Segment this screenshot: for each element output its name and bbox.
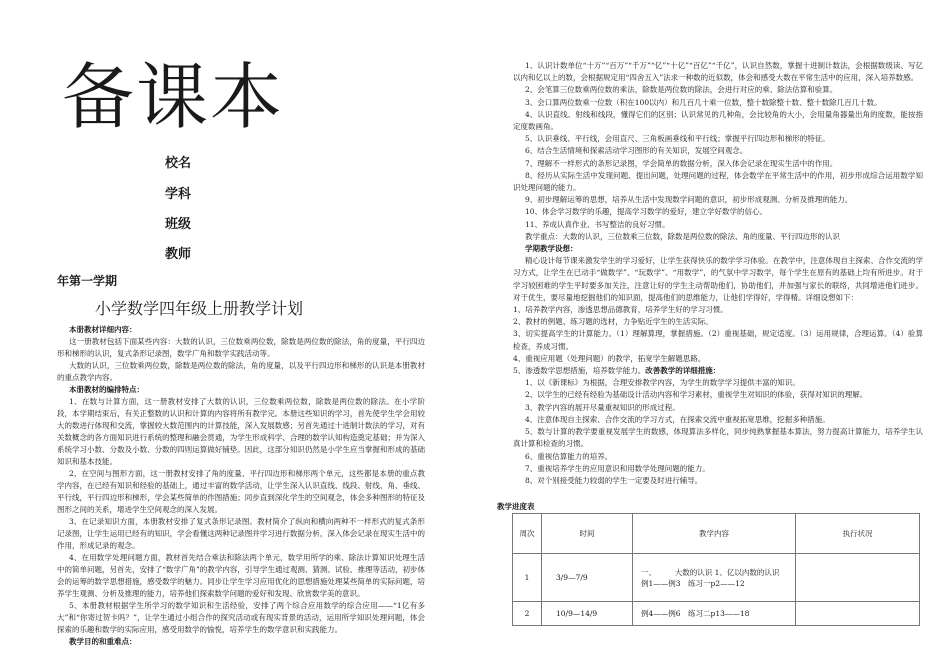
cell-time: 3/9—7/9 (542, 554, 633, 602)
measure-item: 1、培养教学内容，渗透思想品德教育，培养学生好的学习习惯。 (513, 305, 728, 315)
step-item: 8、对个别接受能力较弱的学生一定要及时进行辅导。 (525, 475, 703, 485)
measure-item: 3、切实提高学生的计算能力。（1）理解算理，掌握措施。（2）重视基础，规定适度。（3）运用规律，合理运算。（4）验算检查，养成习惯。 (513, 329, 923, 351)
subject-label: 学科 (165, 187, 192, 202)
goal-item: 6、结合生活情境和探索活动学习图形的有关知识，发展空间观念。 (525, 146, 748, 156)
section-heading: 本册教材的编排特点： (69, 385, 144, 394)
section-heading: 本册教材详细内容： (69, 325, 137, 334)
cell-status (796, 602, 920, 626)
paragraph: 4、在用数学处理问题方面，教材首先结合乘法和除法两个单元，数学用所学的乘、除法计算知识处理生活中的简单问题，另首先，安排了“数学广角”的教学内容，引导学生通过观测、猜测、试验、推理等活动，初步体会的运筹的数学思想措施，感受数学的魅力。同步让学生学习应用优化的思想措施处理某些简单的实际问题，培养学生观测、分析及推理的能力，培养他们探索数学问题的爱好和发现、欣赏数学美的意识。 (57, 553, 425, 598)
goal-item: 11、养成认真作业、书写整洁的良好习惯。 (525, 219, 670, 229)
step-item: 2、以学生的已经有经验为基础设计活动内容和学习素材，重视学生对知识的体验，获得对知识的理解。 (525, 390, 868, 400)
measure-item: 4、重视应用题（处理问题）的教学，拓宽学生解题思路。 (513, 353, 706, 363)
cell-content-line: 例1——例3 练习一p2——12 (641, 578, 745, 588)
right-body (513, 60, 923, 487)
paragraph: 1、在数与计算方面，这一册教材安排了大数的认识，三位数乘两位数，除数是两位数的除法。在小学阶段，本学期结束后，有关正整数的认识和计算的内容将所有教学完。本册这些知识的学习，首先使学生学会用较大的数进行体现和交流，掌握较大数范围内的计算技能，深入发展数感；另首先通过十进制计数法的学习，对有关数概念的各方面知识进行系统的整理和融会贯通，为学生形成科学、合理的数学认知构造奠定基础；并为深入系统学习小数、分数及小数、分数的四则运算做好铺垫。因此，这部分知识仍然是小学生应当掌握和形成的基础知识和基本技能。 (57, 397, 425, 466)
paragraph: 大数的认识，三位数乘两位数，除数是两位数的除法，角的度量，以及平行四边形和梯形的认识是本册教材的重点教学内容。 (57, 361, 425, 382)
table-row (513, 602, 920, 626)
paragraph: 3、在记录知识方面，本册教材安排了复式条形记录图。教材简介了纵向和横向两种不一样形式的复式条形记录图，让学生运用已经有的知识，学会看懂这两种记录图并学习进行数据分析，深入体会记录在现实生活中的作用，形成记录的观念。 (57, 517, 425, 550)
paragraph: 精心设计每节课来激发学生的学习爱好，让学生获得快乐的数学学习体验。在教学中，注意体现自主探索、合作交流的学习方式，让学生在已动手“做数学”、“玩数学”、“用数学”，的气氛中学习数学，每个学生在原有的基础上均有所进步。对于学习较困难的学生平时要多加关注，注意让好的学生主动帮助他们，协助他们，并加强与家长的联络，共同增进他们进步。对于优生，要尽量地挖掘他们的知识面，提高他们的思维能力，让他们学得好，学得精。详细设想如下： (513, 256, 923, 302)
left-body (57, 324, 425, 648)
cell-content (633, 554, 796, 602)
plan-title: 小学数学四年级上册教学计划 (95, 299, 304, 318)
goal-item: 7、理解不一样形式的条形记录图，学会简单的数据分析，深入体会记录在现实生活中的作用。 (525, 158, 838, 168)
schedule-title: 教学进度表 (497, 502, 535, 511)
col-time: 时间 (542, 514, 633, 554)
step-item: 6、重视估算能力的培养。 (525, 451, 613, 461)
goal-item: 8、经历从实际生活中发现问题、提出问题，处理问题的过程，体会数学在平常生活中的作用，初步形成综合运用数学知识处理问题的能力。 (513, 170, 923, 193)
section-heading: 学期教学设想： (525, 244, 578, 254)
table-row (513, 554, 920, 602)
cell-week: 1 (513, 554, 542, 602)
cell-time: 10/9—14/9 (542, 602, 633, 626)
goal-item: 2、会笔算三位数乘两位数的乘法，除数是两位数的除法，会进行对应的乘、除法估算和验算。 (525, 85, 838, 95)
goal-item: 3、会口算两位数乘一位数（积在100以内）和几百几十乘一位数，整十数除整十数、整十数除几百几十数。 (525, 97, 882, 107)
key-points: 教学重点：大数的认识，三位数乘三位数，除数是两位数的除法、角的度量、平行四边形的认识 (525, 231, 840, 241)
goal-item: 10、体会学习数学的乐趣，提高学习数学的爱好，建立学好数学的信心。 (525, 207, 768, 217)
goal-item: 9、初步理解运筹的思想，培养从生活中发现数学问题的意识，初步形成观测、分析及推理的能力。 (525, 195, 853, 205)
table-header-row (513, 514, 920, 554)
measure-item (513, 365, 923, 377)
step-item: 3、教学内容的展开尽量重视知识的形成过程。 (525, 402, 680, 412)
col-content: 教学内容 (633, 514, 796, 554)
cell-content-line: 一、 大数的认识 1、亿以内数的认识 (641, 567, 780, 577)
col-status: 执行状况 (796, 514, 920, 554)
semester-label: 年第一学期 (57, 274, 118, 288)
step-item: 1、以《新课标》为根据，合理安排教学内容，为学生的数学学习提供丰富的知识。 (525, 378, 800, 388)
measure-subheading: 改善教学的详细措施： (645, 366, 721, 376)
section-heading: 教学目的和重难点： (69, 637, 137, 646)
school-label: 校名 (165, 156, 192, 171)
step-item: 5、数与计算的教学要重视发展学生的数感，体现算法多样化，同步纯熟掌握基本算法，努力提高计算能力，培养学生认真计算和检查的习惯。 (513, 427, 923, 449)
cover-title: 备课本 (62, 55, 285, 139)
col-week: 周次 (513, 514, 542, 554)
cell-week: 2 (513, 602, 542, 626)
paragraph: 2、在空间与图形方面，这一册教材安排了角的度量、平行四边形和梯形两个单元，这些都是本册的重点教学内容，在已经有知识和经验的基础上，通过丰富的数学活动，让学生深入认识直线、线段、射线、角、垂线、平行线，平行四边形和梯形，学会某些简单的作图措施；同步直到深化学生的空间观念，体会多种图形的特征及图形之间的关系，增进学生空间观念的深入发展。 (57, 469, 425, 514)
schedule-table (512, 513, 920, 626)
step-item: 7、重视培养学生的应用意识和用数学处理问题的能力。 (525, 463, 710, 473)
measure-text: 5、渗透数学思想措施，培养数学能力。 (513, 366, 646, 376)
step-item: 4、注意体现自主探索、合作交流的学习方式，在探索交流中重视拓宽思维，挖掘多种措施。 (525, 414, 830, 424)
class-label: 班级 (165, 217, 192, 232)
goal-item: 5、认识垂线、平行线，会用直尺、三角板画垂线和平行线；掌握平行四边形和梯形的特征。 (525, 134, 830, 144)
goal-item: 4、认识直线、射线和线段，懂得它们的区别；认识常见的几种角，会比较角的大小，会用量角器量出角的度数，能按指定度数画角。 (513, 109, 923, 132)
paragraph: 5、本册教材根据学生所学习的数学知识和生活经验，安排了两个综合应用数学的综合应用——“1亿有多大”和“你寄过贺卡吗？”，让学生通过小组合作的探究活动或有现实背景的活动，运用所学知识处理问题，体会探索的乐趣和数学的实际应用，感受用数学的愉悦，培养学生的数学意识和实践能力。 (57, 601, 425, 634)
cell-content: 例4——例6 练习二p13——18 (633, 602, 796, 626)
measure-item: 2、教材的例题、练习题的选材，力争贴近学生的生活实际。 (513, 317, 713, 327)
cell-status (796, 554, 920, 602)
paragraph: 这一册教材包括下面某些内容：大数的认识，三位数乘两位数，除数是两位数的除法，角的度量，平行四边形和梯形的认识，复式条形记录图，数学广角和数学实践活动等。 (57, 337, 425, 358)
goal-item: 1、认识计数单位“十万”“百万”“千万”“亿”“十亿”“百亿”“千亿”，认识自然数，掌握十进制计数法，会根据数级读、写亿以内和亿以上的数，会根据规定用“四舍五入”法求一种数的近似数，体会和感受大数在平常生活中的应用，深入培养数感。 (513, 61, 923, 83)
teacher-label: 教师 (165, 247, 192, 262)
